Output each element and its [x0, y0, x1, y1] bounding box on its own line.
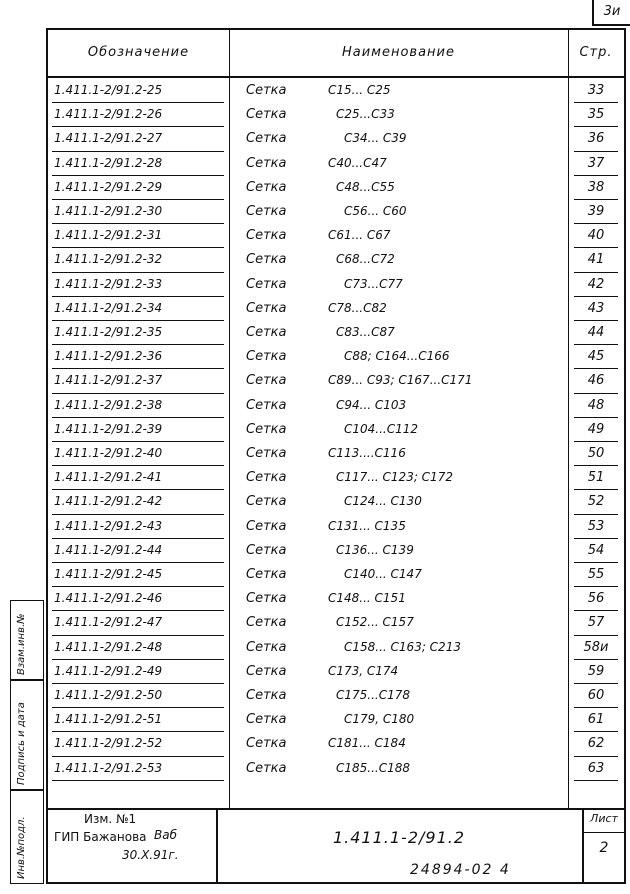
row-page: 46 [587, 373, 605, 389]
row-name-items: С181... С184 [328, 736, 406, 751]
row-page: 35 [587, 107, 605, 123]
row-underline [52, 151, 224, 152]
row-designation: 1.411.1-2/91.2-25 [54, 83, 163, 97]
row-page-underline [574, 393, 618, 394]
row-underline [52, 417, 224, 418]
row-designation: 1.411.1-2/91.2-43 [54, 518, 163, 533]
side-label-signature-date: Подпись и дата [16, 702, 27, 785]
row-designation: 1.411.1-2/91.2-48 [54, 639, 163, 654]
row-page: 62 [587, 736, 605, 752]
table-row [48, 564, 624, 588]
row-name-word: Сетка [246, 518, 287, 534]
row-underline [52, 344, 224, 345]
row-page-underline [574, 659, 618, 660]
row-name-items: С61... С67 [328, 228, 391, 243]
chief-engineer: ГИП Бажанова [54, 830, 147, 844]
row-designation: 1.411.1-2/91.2-30 [54, 204, 163, 218]
row-page-underline [574, 465, 618, 466]
row-underline [52, 731, 224, 732]
row-page-underline [574, 780, 618, 781]
row-underline [52, 635, 224, 636]
row-name-word: Сетка [246, 446, 287, 461]
row-page: 53 [587, 518, 605, 534]
side-box-replace-inv [10, 600, 44, 680]
row-underline [52, 562, 224, 563]
row-page: 42 [587, 276, 605, 292]
row-page-underline [574, 417, 618, 418]
row-page-underline [574, 102, 618, 103]
row-page: 36 [587, 131, 605, 147]
row-page: 45 [587, 349, 605, 365]
row-name-items: С68...С72 [336, 252, 395, 267]
row-name-items: С83...С87 [336, 325, 395, 339]
title-block-sheet-divider [582, 832, 626, 833]
table-row [48, 395, 624, 419]
row-page: 39 [587, 204, 605, 219]
document-table [46, 28, 626, 810]
row-designation: 1.411.1-2/91.2-50 [54, 688, 163, 702]
row-page: 55 [587, 567, 605, 582]
row-name-items: С175...С178 [336, 688, 411, 702]
row-page: 37 [587, 155, 605, 171]
row-page: 58и [583, 639, 609, 655]
row-name-items: С25...С33 [336, 107, 395, 122]
row-name-word: Сетка [246, 494, 287, 510]
row-underline [52, 538, 224, 539]
signature: Ваб [154, 828, 177, 842]
side-box-inv-no [10, 790, 44, 884]
row-designation: 1.411.1-2/91.2-41 [54, 470, 163, 485]
row-designation: 1.411.1-2/91.2-42 [54, 494, 163, 509]
row-underline [52, 441, 224, 442]
row-page-underline [574, 514, 618, 515]
row-name-word: Сетка [246, 663, 287, 679]
row-underline [52, 780, 224, 781]
row-name-items: С179, С180 [344, 712, 415, 727]
row-name-word: Сетка [246, 325, 287, 340]
row-designation: 1.411.1-2/91.2-28 [54, 155, 163, 170]
row-name-word: Сетка [246, 615, 287, 631]
table-row [48, 612, 624, 636]
row-name-word: Сетка [246, 276, 287, 292]
row-name-items: С15... С25 [328, 83, 391, 97]
table-row [48, 443, 624, 467]
row-name-items: С140... С147 [344, 567, 422, 581]
row-underline [52, 707, 224, 708]
row-name-items: С73...С77 [344, 276, 403, 291]
row-name-word: Сетка [246, 567, 287, 582]
row-underline [52, 465, 224, 466]
row-designation: 1.411.1-2/91.2-37 [54, 373, 163, 388]
row-page-underline [574, 199, 618, 200]
table-row [48, 346, 624, 370]
row-name-word: Сетка [246, 204, 287, 219]
revision-date: 30.Х.91г. [122, 848, 179, 862]
row-page-underline [574, 562, 618, 563]
row-page-underline [574, 223, 618, 224]
row-page-underline [574, 635, 618, 636]
document-code: 1.411.1-2/91.2 [332, 828, 466, 847]
row-name-items: С173, С174 [328, 663, 399, 678]
row-underline [52, 368, 224, 369]
row-page-underline [574, 489, 618, 490]
row-name-word: Сетка [246, 373, 287, 389]
row-underline [52, 514, 224, 515]
table-row [48, 588, 624, 612]
row-name-items: С136... С139 [336, 542, 414, 557]
table-row [48, 322, 624, 346]
row-name-items: С113....С116 [328, 446, 406, 460]
table-row [48, 80, 624, 104]
row-underline [52, 586, 224, 587]
table-row [48, 491, 624, 515]
revision-note: Изм. №1 [84, 812, 137, 826]
table-row [48, 758, 624, 782]
row-page: 33 [587, 83, 605, 98]
row-name-word: Сетка [246, 179, 287, 195]
row-designation: 1.411.1-2/91.2-27 [54, 131, 163, 146]
row-page: 61 [587, 712, 605, 728]
row-name-word: Сетка [246, 421, 287, 437]
row-name-word: Сетка [246, 639, 287, 655]
row-page-underline [574, 320, 618, 321]
row-name-word: Сетка [246, 760, 287, 776]
row-designation: 1.411.1-2/91.2-32 [54, 252, 163, 267]
row-page-underline [574, 610, 618, 611]
row-page-underline [574, 731, 618, 732]
side-label-inv-no: Инв.№подл. [16, 816, 27, 879]
row-page: 63 [587, 760, 605, 776]
sheet-number: 2 [599, 840, 609, 856]
row-name-items: С40...С47 [328, 155, 387, 170]
row-underline [52, 175, 224, 176]
row-name-items: С158... С163; С213 [344, 639, 461, 654]
row-name-items: С48...С55 [336, 179, 395, 194]
table-row [48, 104, 624, 128]
row-name-word: Сетка [246, 736, 287, 752]
row-name-word: Сетка [246, 591, 287, 607]
row-designation: 1.411.1-2/91.2-46 [54, 591, 163, 606]
table-row [48, 201, 624, 225]
row-name-items: С104...С112 [344, 421, 419, 436]
row-designation: 1.411.1-2/91.2-39 [54, 421, 163, 436]
row-underline [52, 659, 224, 660]
table-row [48, 177, 624, 201]
row-page: 52 [587, 494, 605, 510]
row-designation: 1.411.1-2/91.2-31 [54, 228, 163, 243]
row-underline [52, 126, 224, 127]
row-page-underline [574, 175, 618, 176]
row-designation: 1.411.1-2/91.2-26 [54, 107, 163, 122]
row-name-word: Сетка [246, 470, 287, 486]
row-name-items: С148... С151 [328, 591, 406, 606]
header-divider [48, 76, 624, 78]
row-page: 43 [587, 300, 605, 316]
table-row [48, 709, 624, 733]
row-page-underline [574, 296, 618, 297]
row-underline [52, 683, 224, 684]
row-page-underline [574, 247, 618, 248]
side-box-signature-date [10, 680, 44, 790]
row-page: 51 [587, 470, 605, 486]
row-page: 59 [587, 663, 605, 679]
row-designation: 1.411.1-2/91.2-33 [54, 276, 163, 291]
row-name-items: С131... С135 [328, 518, 406, 533]
row-name-items: С78...С82 [328, 300, 387, 315]
table-row [48, 733, 624, 757]
row-page: 57 [587, 615, 605, 631]
row-page: 49 [587, 421, 605, 437]
table-row [48, 370, 624, 394]
row-designation: 1.411.1-2/91.2-38 [54, 397, 163, 412]
row-underline [52, 272, 224, 273]
row-page-underline [574, 344, 618, 345]
row-name-word: Сетка [246, 349, 287, 365]
row-designation: 1.411.1-2/91.2-51 [54, 712, 163, 727]
row-name-word: Сетка [246, 712, 287, 728]
row-page: 56 [587, 591, 605, 607]
row-designation: 1.411.1-2/91.2-29 [54, 179, 163, 194]
row-name-word: Сетка [246, 252, 287, 268]
row-page-underline [574, 441, 618, 442]
table-row [48, 516, 624, 540]
table-row [48, 153, 624, 177]
row-name-word: Сетка [246, 397, 287, 413]
row-name-word: Сетка [246, 131, 287, 147]
table-row [48, 685, 624, 709]
row-name-items: С152... С157 [336, 615, 414, 630]
row-underline [52, 102, 224, 103]
row-underline [52, 320, 224, 321]
row-underline [52, 247, 224, 248]
row-page: 38 [587, 179, 605, 195]
row-name-items: С94... С103 [336, 397, 407, 412]
row-name-word: Сетка [246, 83, 287, 98]
side-label-replace-inv: Взам.инв.№ [16, 613, 27, 675]
row-page-underline [574, 707, 618, 708]
row-underline [52, 610, 224, 611]
row-name-items: С89... С93; С167...С171 [328, 373, 473, 388]
row-page: 50 [587, 446, 605, 461]
row-designation: 1.411.1-2/91.2-52 [54, 736, 163, 751]
title-block [46, 810, 626, 884]
sheet-corner-number: 3и [592, 0, 630, 26]
row-page-underline [574, 126, 618, 127]
table-row [48, 661, 624, 685]
row-name-items: С56... С60 [344, 204, 407, 218]
table-row [48, 467, 624, 491]
row-underline [52, 756, 224, 757]
row-page-underline [574, 538, 618, 539]
archive-stamp: 24894-02 4 [410, 862, 511, 878]
table-row [48, 298, 624, 322]
row-page: 40 [587, 228, 605, 244]
row-underline [52, 393, 224, 394]
table-row [48, 274, 624, 298]
row-name-word: Сетка [246, 155, 287, 171]
table-row [48, 419, 624, 443]
table-row [48, 249, 624, 273]
row-page-underline [574, 272, 618, 273]
row-page: 44 [587, 325, 605, 340]
row-designation: 1.411.1-2/91.2-53 [54, 760, 163, 775]
row-name-items: С185...С188 [336, 760, 411, 775]
table-row [48, 128, 624, 152]
row-page: 48 [587, 397, 605, 413]
row-designation: 1.411.1-2/91.2-44 [54, 542, 163, 557]
table-row [48, 225, 624, 249]
row-name-word: Сетка [246, 300, 287, 316]
row-page-underline [574, 683, 618, 684]
row-designation: 1.411.1-2/91.2-40 [54, 446, 163, 460]
row-designation: 1.411.1-2/91.2-45 [54, 567, 163, 581]
row-page-underline [574, 151, 618, 152]
row-name-items: С88; С164...С166 [344, 349, 450, 364]
table-row [48, 540, 624, 564]
row-name-word: Сетка [246, 542, 287, 558]
row-underline [52, 199, 224, 200]
row-page: 54 [587, 542, 605, 558]
row-designation: 1.411.1-2/91.2-49 [54, 663, 163, 678]
row-page-underline [574, 756, 618, 757]
row-underline [52, 489, 224, 490]
row-designation: 1.411.1-2/91.2-36 [54, 349, 163, 364]
row-name-word: Сетка [246, 228, 287, 244]
row-name-word: Сетка [246, 688, 287, 703]
row-page: 41 [587, 252, 605, 268]
row-underline [52, 223, 224, 224]
row-designation: 1.411.1-2/91.2-47 [54, 615, 163, 630]
row-page-underline [574, 368, 618, 369]
header-page: Стр. [579, 45, 613, 60]
row-underline [52, 296, 224, 297]
row-name-items: С124... С130 [344, 494, 422, 509]
row-page-underline [574, 586, 618, 587]
header-designation: Обозначение [87, 45, 190, 60]
row-page: 60 [587, 688, 605, 703]
row-designation: 1.411.1-2/91.2-35 [54, 325, 163, 339]
sheet-label: Лист [590, 812, 618, 825]
row-name-word: Сетка [246, 107, 287, 123]
header-name: Наименование [341, 45, 456, 60]
row-designation: 1.411.1-2/91.2-34 [54, 300, 163, 315]
row-name-items: С34... С39 [344, 131, 407, 146]
row-name-items: С117... С123; С172 [336, 470, 453, 485]
table-row [48, 637, 624, 661]
